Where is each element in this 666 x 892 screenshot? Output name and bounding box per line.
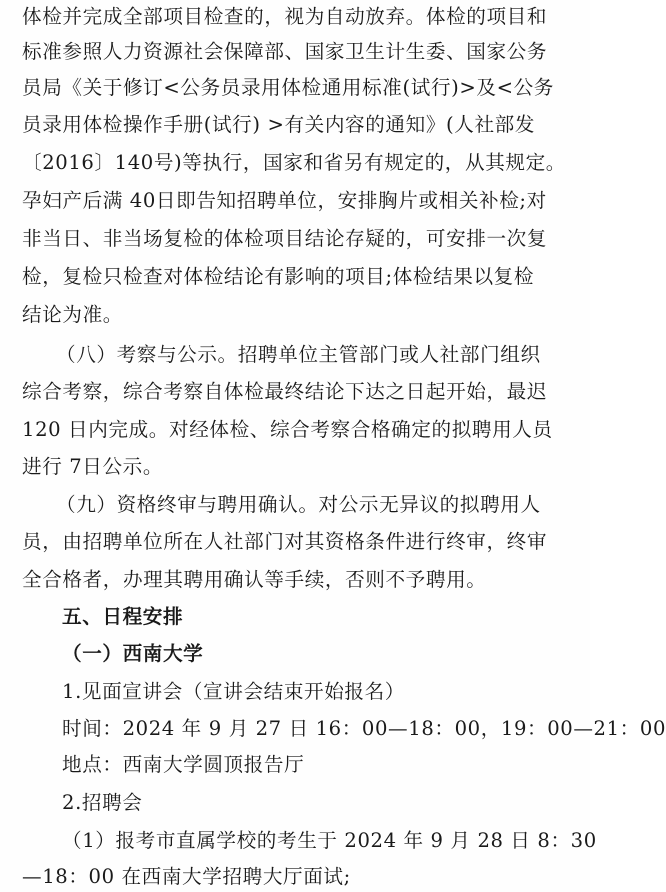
section-heading-schedule: 五、日程安排 <box>62 605 184 628</box>
text-line: 员录用体检操作手册(试行) >有关内容的通知》(人社部发 <box>22 113 536 136</box>
text-line: 标准参照人力资源社会保障部、国家卫生计生委、国家公务 <box>22 40 548 63</box>
text-line: 体检并完成全部项目检查的，视为自动放弃。体检的项目和 <box>22 5 548 28</box>
text-line: 〔2016〕140号)等执行，国家和省另有规定的，从其规定。 <box>22 151 566 174</box>
subsection-heading-university: （一）西南大学 <box>62 642 204 665</box>
text-line: 综合考察，综合考察自体检最终结论下达之日起开始，最迟 <box>22 380 548 403</box>
text-line: 地点：西南大学圆顶报告厅 <box>62 753 305 776</box>
text-line: 2.招聘会 <box>62 791 143 814</box>
text-line: —18：00 在西南大学招聘大厅面试; <box>22 865 351 888</box>
text-line: 全合格者，办理其聘用确认等手续，否则不予聘用。 <box>22 568 487 591</box>
section-9-heading: （九）资格终审与聘用确认。对公示无异议的拟聘用人 <box>56 493 541 516</box>
text-line: 员，由招聘单位所在人社部门对其资格条件进行终审，终审 <box>22 530 548 553</box>
text-line: 时间：2024 年 9 月 27 日 16：00—18：00，19：00—21：00 <box>62 717 666 740</box>
text-line: 1.见面宣讲会（宣讲会结束开始报名） <box>62 680 405 703</box>
section-8-heading: （八）考察与公示。招聘单位主管部门或人社部门组织 <box>56 343 541 366</box>
text-line: 孕妇产后满 40日即告知招聘单位，安排胸片或相关补检;对 <box>22 189 547 212</box>
text-line: （1）报考市直属学校的考生于 2024 年 9 月 28 日 8：30 <box>62 829 597 852</box>
text-line: 进行 7日公示。 <box>22 455 164 478</box>
text-line: 员局《关于修订<公务员录用体检通用标准(试行)>及<公务 <box>22 76 554 99</box>
text-line: 非当日、非当场复检的体检项目结论存疑的，可安排一次复 <box>22 227 548 250</box>
text-line: 结论为准。 <box>22 303 123 326</box>
text-line: 120 日内完成。对经体检、综合考察合格确定的拟聘用人员 <box>22 418 553 441</box>
text-line: 检，复检只检查对体检结论有影响的项目;体检结果以复检 <box>22 265 535 288</box>
